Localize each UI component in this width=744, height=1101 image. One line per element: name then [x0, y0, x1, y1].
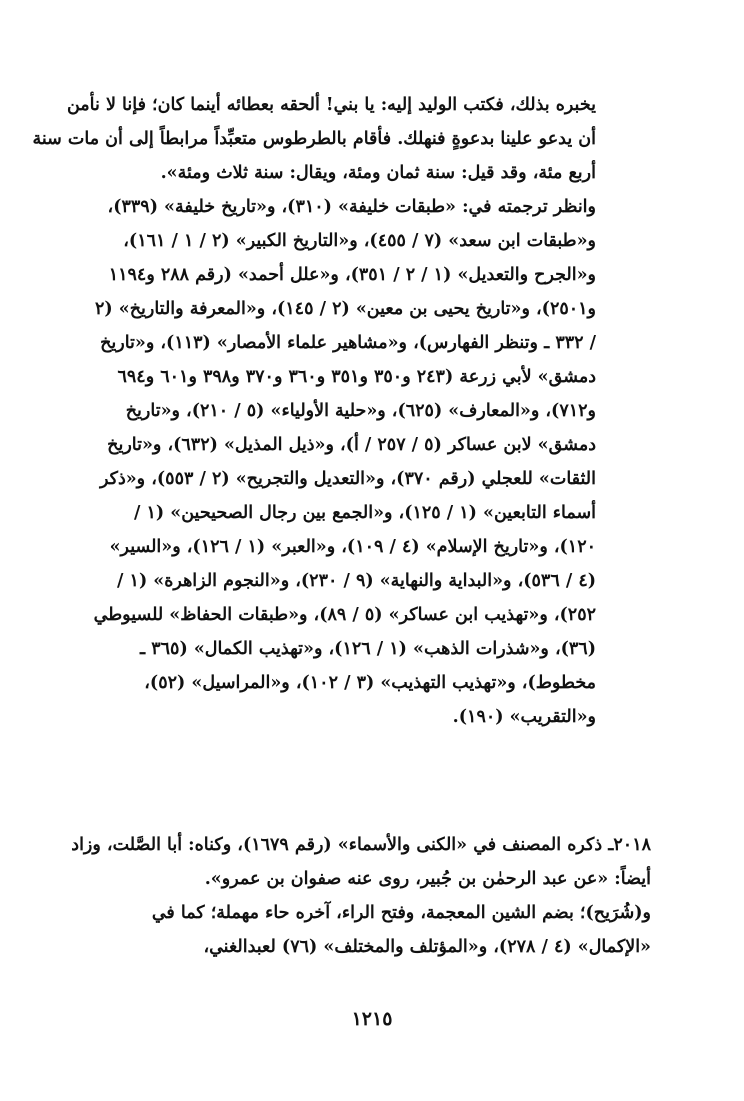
text-line: ١٢٠)، و«تاريخ الإسلام» (٤ / ١٠٩)، و«العبر» (١ / ١٢٦)، و«السير» — [109, 537, 596, 557]
text-line: و«التقريب» (١٩٠). — [452, 707, 596, 727]
page-number: ١٢١٥ — [351, 1008, 393, 1030]
text-line: (٣٦)، و«شذرات الذهب» (١ / ١٢٦)، و«تهذيب الكمال» (٣٦٥ ـ — [140, 639, 596, 659]
text-line: أربع مئة، وقد قيل: سنة ثمان ومئة، ويقال: سنة ثلاث ومئة». — [160, 163, 596, 183]
text-line: وانظر ترجمته في: «طبقات خليفة» (٣١٠)، و«تاريخ خليفة» (٣٣٩)، — [107, 197, 596, 217]
text-line: / ٣٣٢ ـ وتنظر الفهارس)، و«مشاهير علماء الأمصار» (١١٣)، و«تاريخ — [100, 333, 596, 353]
text-line: أن يدعو علينا بدعوةٍ فنهلك. فأقام بالطرطوس متعبِّداً مرابطاً إلى أن مات سنة — [32, 129, 596, 149]
text-line: يخبره بذلك، فكتب الوليد إليه: يا بني! ألحقه بعطائه أينما كان؛ فإنا لا نأمن — [66, 95, 596, 115]
text-line: (٤ / ٥٣٦)، و«البداية والنهاية» (٩ / ٢٣٠)، و«النجوم الزاهرة» (١ / — [117, 571, 596, 591]
text-line: و٧١٢)، و«المعارف» (٦٢٥)، و«حلية الأولياء» (٥ / ٢١٠)، و«تاريخ — [125, 401, 596, 421]
text-line: و«طبقات ابن سعد» (٧ / ٤٥٥)، و«التاريخ الكبير» (٢ / ١ / ١٦١)، — [123, 231, 596, 251]
text-line: و٢٥٠١)، و«تاريخ يحيى بن معين» (٢ / ١٤٥)، و«المعرفة والتاريخ» (٢ — [95, 299, 596, 319]
text-line: و«الجرح والتعديل» (١ / ٢ / ٣٥١)، و«علل أحمد» (رقم ٢٨٨ و١١٩٤ — [108, 265, 596, 285]
text-line: و(شُرَيح)؛ بضم الشين المعجمة، وفتح الراء، آخره حاء مهملة؛ كما في — [151, 903, 651, 923]
text-line: ٢٥٢)، و«تهذيب ابن عساكر» (٥ / ٨٩)، و«طبقات الحفاظ» للسيوطي — [93, 605, 596, 625]
text-line: دمشق» لابن عساكر (٥ / ٢٥٧ / أ)، و«ذيل المذيل» (٦٣٢)، و«تاريخ — [107, 435, 596, 455]
text-line: أيضاً: «عن عبد الرحمٰن بن جُبير، روى عنه صفوان بن عمرو». — [204, 869, 651, 889]
text-line: ٢٠١٨ـ ذكره المصنف في «الكنى والأسماء» (رقم ١٦٧٩)، وكناه: أبا الصَّلت، وزاد — [71, 835, 651, 855]
text-line: «الإكمال» (٤ / ٢٧٨)، و«المؤتلف والمختلف» (٧٦) لعبدالغني، — [203, 937, 651, 957]
text-line: دمشق» لأبي زرعة (٢٤٣ و٣٥٠ و٣٥١ و٣٦٠ و٣٧٠ و٣٩٨ و٦٠١ و٦٩٤ — [117, 367, 596, 387]
text-line: الثقات» للعجلي (رقم ٣٧٠)، و«التعديل والتجريح» (٢ / ٥٥٣)، و«ذكر — [99, 469, 596, 489]
text-line: أسماء التابعين» (١ / ١٢٥)، و«الجمع بين رجال الصحيحين» (١ / — [134, 503, 596, 523]
text-line: مخطوط)، و«تهذيب التهذيب» (٣ / ١٠٢)، و«المراسيل» (٥٢)، — [144, 673, 596, 693]
